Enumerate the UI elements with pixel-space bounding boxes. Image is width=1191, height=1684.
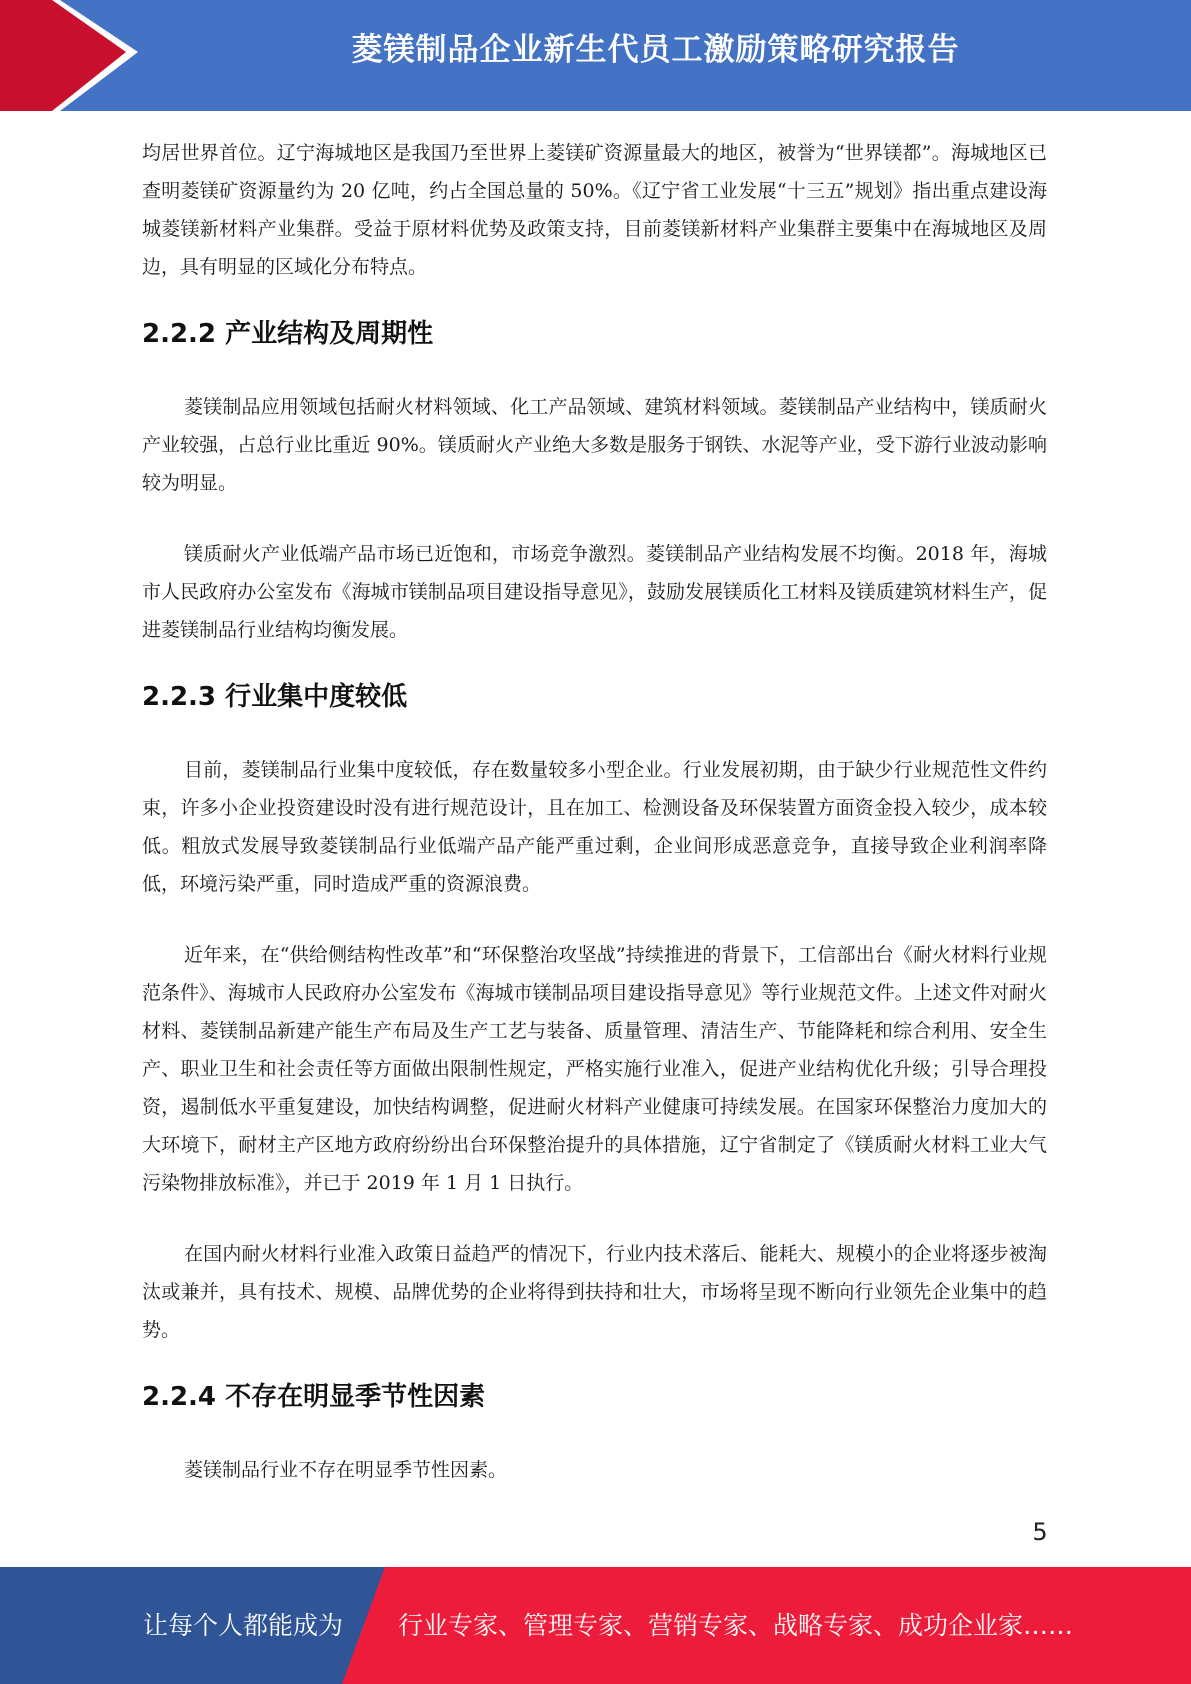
footer-slogan-right: 行业专家、管理专家、营销专家、战略专家、成功企业家……	[398, 1611, 1074, 1640]
paragraph: 目前，菱镁制品行业集中度较低，存在数量较多小型企业。行业发展初期，由于缺少行业规范性文件约束，许多小企业投资建设时没有进行规范设计，且在加工、检测设备及环保装置方面资金投入较少，成本较低。粗放式发展导致菱镁制品行业低端产品产能严重过剩，企业间形成恶意竞争，直接导致企业利润率降低，环境污染严重，同时造成严重的资源浪费。	[142, 759, 1047, 895]
intro-paragraph: 均居世界首位。辽宁海城地区是我国乃至世界上菱镁矿资源量最大的地区，被誉为“世界镁都”。海城地区已查明菱镁矿资源量约为 20 亿吨，约占全国总量的 50%。《辽宁省工业发展“十三五”规划》指出重点建设海城菱镁新材料产业集群。受益于原材料优势及政策支持，目前菱镁新材料产业集群主要集中在海城地区及周边，具有明显的区域化分布特点。	[142, 142, 1047, 278]
section-heading-2-2-2: 2.2.2 产业结构及周期性	[142, 319, 434, 349]
header-arrow-accent	[0, 0, 160, 111]
footer-slogan-left: 让每个人都能成为	[143, 1611, 344, 1640]
page-number: 5	[1032, 1518, 1048, 1546]
footer-banner	[0, 1567, 1191, 1684]
paragraph: 菱镁制品应用领域包括耐火材料领域、化工产品领域、建筑材料领域。菱镁制品产业结构中，镁质耐火产业较强，占总行业比重近 90%。镁质耐火产业绝大多数是服务于钢铁、水泥等产业，受下游行业波动影响较为明显。	[142, 396, 1047, 494]
section-heading-2-2-4: 2.2.4 不存在明显季节性因素	[142, 1382, 486, 1412]
section-heading-2-2-3: 2.2.3 行业集中度较低	[142, 682, 408, 712]
paragraph: 镁质耐火产业低端产品市场已近饱和，市场竞争激烈。菱镁制品产业结构发展不均衡。2018 年，海城市人民政府办公室发布《海城市镁制品项目建设指导意见》，鼓励发展镁质化工材料及镁质建筑材料生产，促进菱镁制品行业结构均衡发展。	[142, 543, 1047, 641]
paragraph: 近年来，在“供给侧结构性改革”和“环保整治攻坚战”持续推进的背景下，工信部出台《耐火材料行业规范条件》、海城市人民政府办公室发布《海城市镁制品项目建设指导意见》等行业规范文件。上述文件对耐火材料、菱镁制品新建产能生产布局及生产工艺与装备、质量管理、清洁生产、节能降耗和综合利用、安全生产、职业卫生和社会责任等方面做出限制性规定，严格实施行业准入，促进产业结构优化升级；引导合理投资，遏制低水平重复建设，加快结构调整，促进耐火材料产业健康可持续发展。在国家环保整治力度加大的大环境下，耐材主产区地方政府纷纷出台环保整治提升的具体措施，辽宁省制定了《镁质耐火材料工业大气污染物排放标准》，并已于 2019 年 1 月 1 日执行。	[142, 944, 1047, 1194]
paragraph: 在国内耐火材料行业准入政策日益趋严的情况下，行业内技术落后、能耗大、规模小的企业将逐步被淘汰或兼并，具有技术、规模、品牌优势的企业将得到扶持和壮大，市场将呈现不断向行业领先企业集中的趋势。	[142, 1243, 1047, 1341]
report-title: 菱镁制品企业新生代员工激励策略研究报告	[351, 32, 960, 68]
header-banner	[0, 0, 1191, 111]
page-content	[142, 134, 1047, 1489]
paragraph: 菱镁制品行业不存在明显季节性因素。	[184, 1459, 508, 1481]
